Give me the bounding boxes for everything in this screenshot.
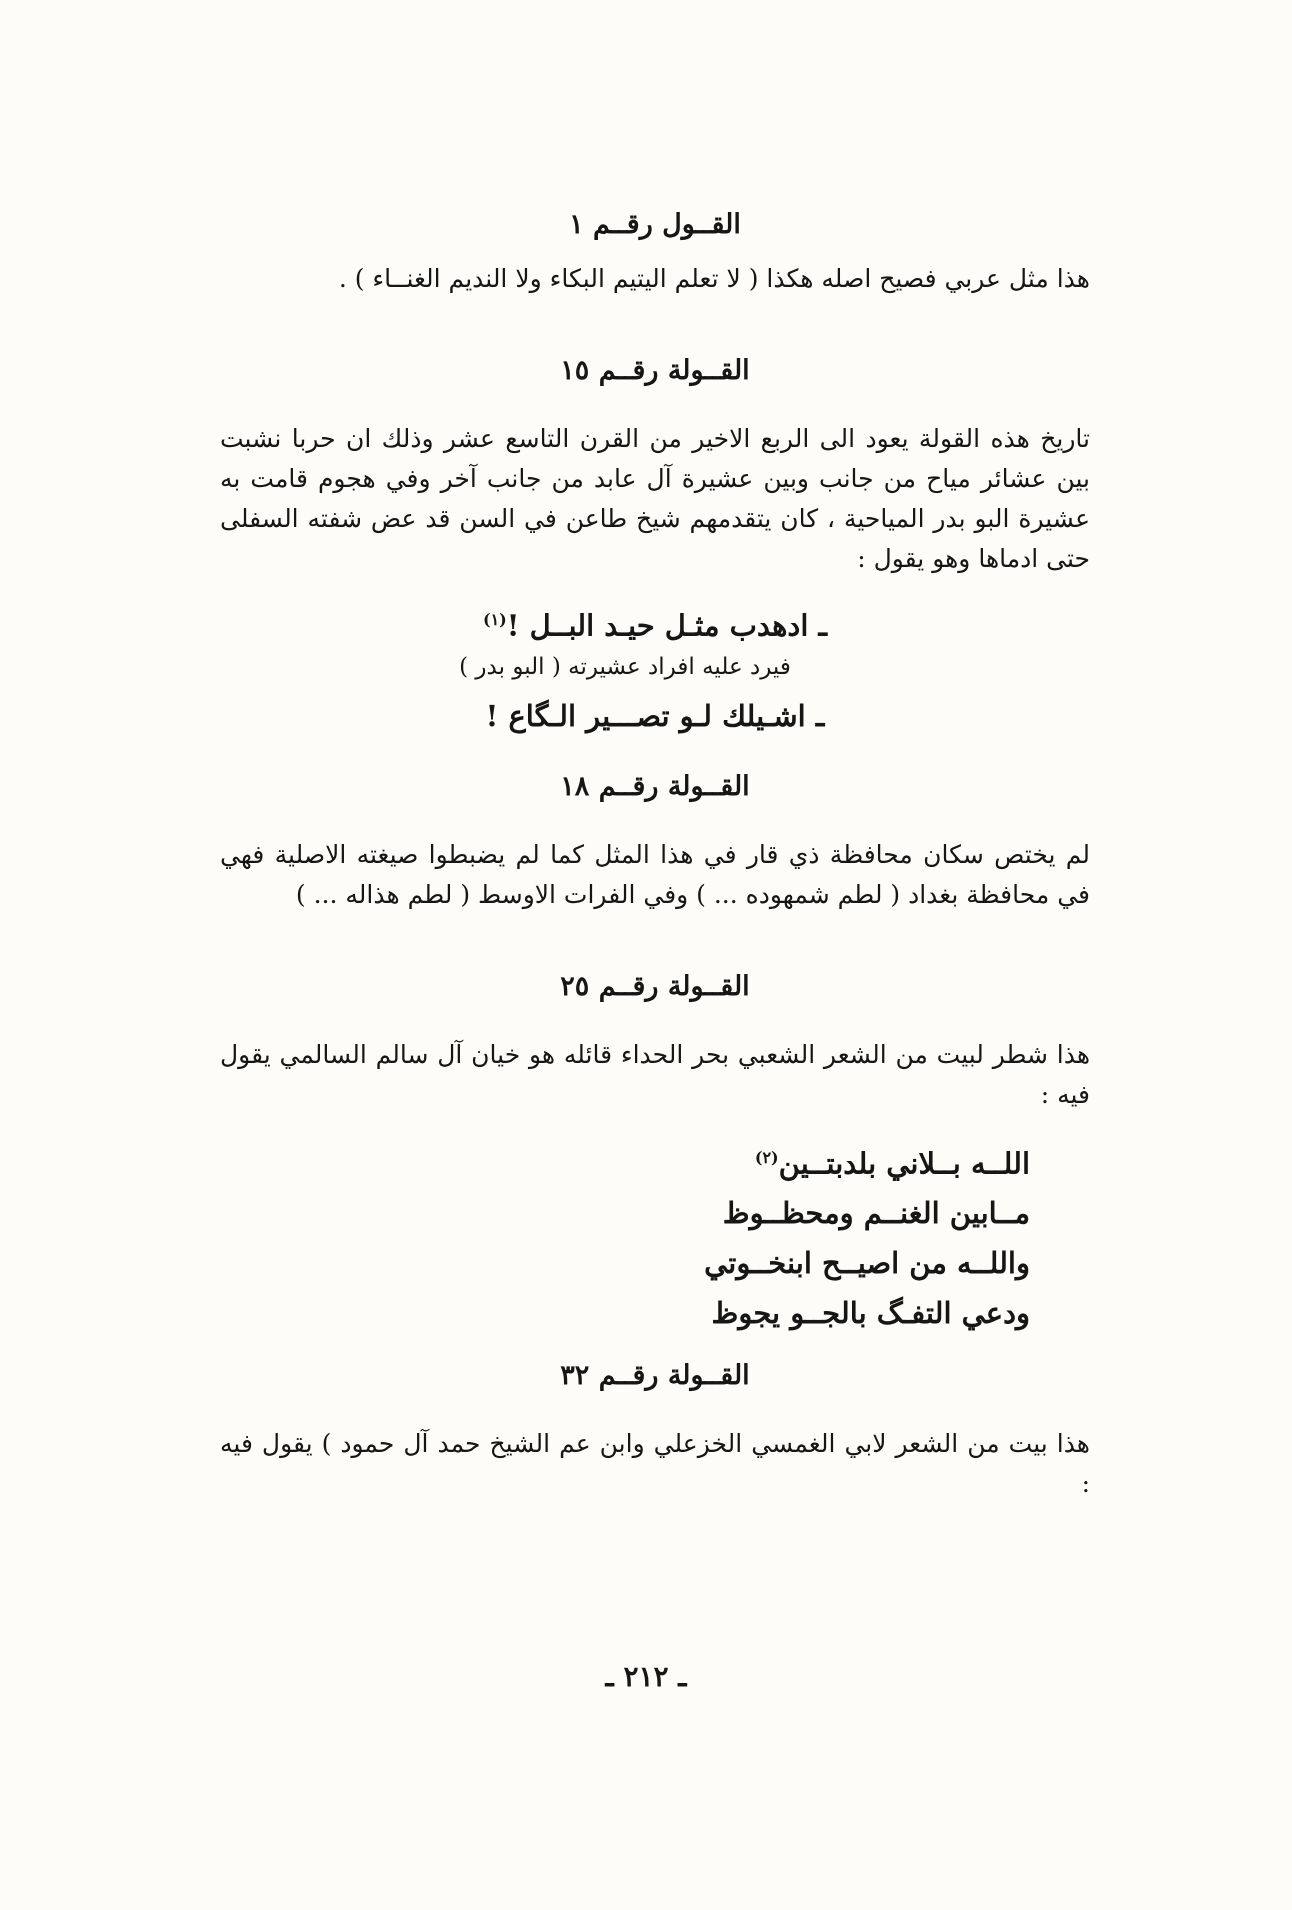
section-heading-3: القــولة رقــم ١٨ xyxy=(560,770,750,802)
section-paragraph-5: هذا بيت من الشعر لابي الغمسي الخزعلي وابن عم الشيخ حمد آل حمود ) يقول فيه : xyxy=(220,1429,1090,1499)
verse-line-3: واللــه من اصيــح ابنخــوتي xyxy=(704,1246,1030,1281)
page-number: ـ ٢١٢ ـ xyxy=(605,1660,687,1693)
section-heading-5: القــولة رقــم ٣٢ xyxy=(560,1360,750,1392)
page-content xyxy=(220,205,1090,1504)
section-paragraph-4: هذا شطر لبيت من الشعر الشعبي بحر الحداء قائله هو خيان آل سالم السالمي يقول فيه : xyxy=(220,1039,1090,1109)
section-heading-2: القــولة رقــم ١٥ xyxy=(560,355,750,386)
section-paragraph-3: لم يختص سكان محافظة ذي قار في هذا المثل كما لم يضبطوا صيغته الاصلية فهي في محافظة بغداد ( لطم شمهوده ... ) وفي الفرات الاوسط ( لطم هذاله ... ) xyxy=(220,839,1090,909)
reply-line: فيرد عليه افراد عشيرته ( البو بدر ) xyxy=(459,653,791,680)
dialogue-line-1-text: ـ ادهدب مثـل حيـد البــل ! xyxy=(506,608,827,643)
section-paragraph-2: تاريخ هذه القولة يعود الى الربع الاخير من القرن التاسع عشر وذلك ان حربا نشبت بين عشائر مياح من جانب وبين عشيرة آل عابد من جانب آخر وفي هجوم قامت به عشيرة البو بدر المياحية ، كان يتقدمهم شيخ طاعن في السن قد عض شفته السفلى حتى ادماها وهو يقول : xyxy=(220,424,1090,573)
verse-line-1 xyxy=(220,1133,1030,1189)
footnote-marker-2: (٢) xyxy=(754,1147,779,1167)
section-heading-1: القــول رقــم ١ xyxy=(569,209,741,240)
dialogue-line-1 xyxy=(220,597,1090,649)
poem-verses xyxy=(220,1133,1030,1339)
verse-line-4: ودعي التفـگ بالجــو يجوظ xyxy=(711,1296,1030,1331)
footnote-marker-1: (١) xyxy=(483,610,507,629)
section-heading-4: القــولة رقــم ٢٥ xyxy=(560,970,750,1002)
verse-line-2: مــابين الغنــم ومحظــوظ xyxy=(722,1196,1030,1231)
verse-line-1-text: اللــه بــلاني بلدبتــين xyxy=(778,1146,1030,1181)
dialogue-line-2: ـ اشـيلك لـو تصـــير الـگاع ! xyxy=(485,698,825,733)
section-paragraph-1: هذا مثل عربي فصيح اصله هكذا ( لا تعلم اليتيم البكاء ولا النديم الغنــاء ) . xyxy=(338,264,1090,293)
